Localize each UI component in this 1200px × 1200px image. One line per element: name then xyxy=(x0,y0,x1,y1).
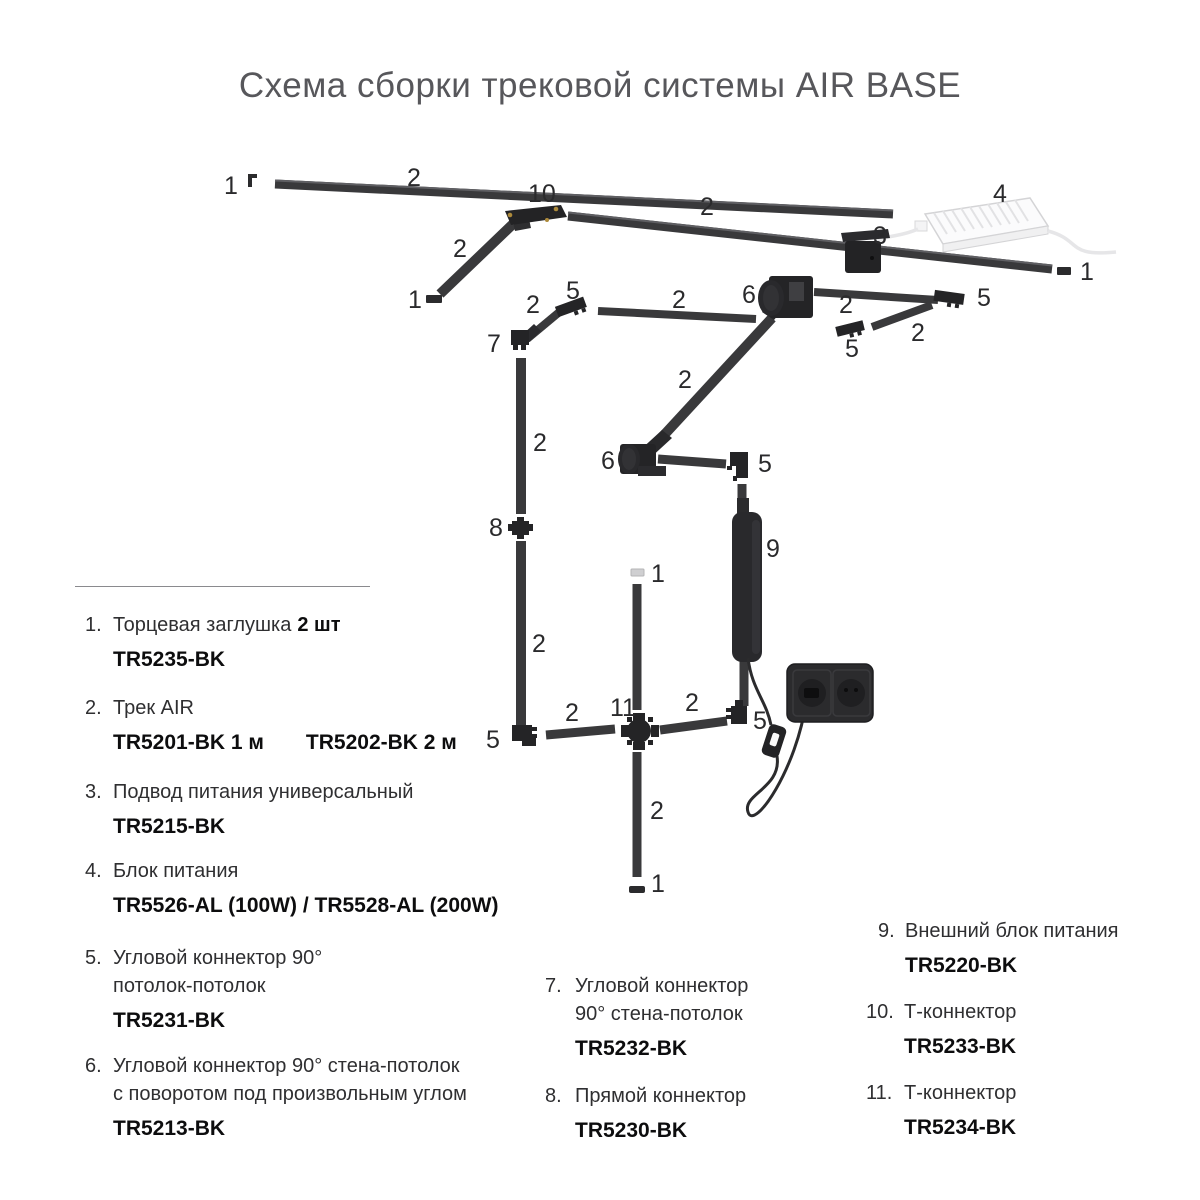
track-segments xyxy=(275,181,1052,878)
part-callout: 2 xyxy=(650,797,664,825)
item-code: TR5233-BK xyxy=(904,1035,1017,1058)
part-callout: 1 xyxy=(224,172,238,200)
item-name: Подвод питания универсальный xyxy=(113,781,414,803)
part-callout: 6 xyxy=(601,447,615,475)
item-code: TR5235-BK xyxy=(113,648,226,671)
item-number: 11. xyxy=(866,1082,893,1104)
item-code: TR5526-AL (100W) / TR5528-AL (200W) xyxy=(113,894,499,917)
part-callout: 5 xyxy=(566,277,580,305)
item-number: 3. xyxy=(85,781,102,803)
item-name: Внешний блок питания xyxy=(905,920,1119,942)
rotary-connector-lower-shape xyxy=(618,430,672,476)
item-number: 7. xyxy=(545,975,562,997)
item-name: Прямой коннектор xyxy=(575,1085,747,1107)
legend-item-8 xyxy=(545,1086,746,1141)
part-callout: 2 xyxy=(565,699,579,727)
item-code: TR5234-BK xyxy=(904,1116,1017,1139)
part-callout: 2 xyxy=(672,286,686,314)
part-callout: 1 xyxy=(1080,258,1094,286)
t-connector-10-shape xyxy=(505,205,567,231)
part-callout: 8 xyxy=(489,514,503,542)
item-name: Угловой коннектор 90° xyxy=(113,947,323,969)
item-name: Угловой коннектор xyxy=(575,975,749,997)
legend-item-10 xyxy=(866,1002,1016,1057)
item-name: Торцевая заглушка xyxy=(113,614,292,636)
page-title: Схема сборки трековой системы AIR BASE xyxy=(238,66,962,105)
part-callout: 7 xyxy=(487,330,501,358)
item-code: TR5230-BK xyxy=(575,1119,688,1142)
item-code: TR5231-BK xyxy=(113,1009,226,1032)
item-number: 2. xyxy=(85,697,102,719)
part-callout: 2 xyxy=(685,689,699,717)
item-code: TR5213-BK xyxy=(113,1117,226,1140)
item-name-2: с поворотом под произвольным углом xyxy=(113,1083,467,1105)
item-number: 10. xyxy=(866,1001,894,1023)
straight-connector-shape xyxy=(508,517,533,539)
legend-item-4 xyxy=(85,861,499,916)
part-callout: 5 xyxy=(977,284,991,312)
item-name: Т-коннектор xyxy=(904,1001,1017,1023)
part-callout: 2 xyxy=(407,164,421,192)
part-callout: 5 xyxy=(486,726,500,754)
wall-socket-shape xyxy=(787,664,873,722)
legend-item-1 xyxy=(85,615,341,670)
part-callout: 1 xyxy=(408,286,422,314)
item-number: 6. xyxy=(85,1055,102,1077)
legend-item-9 xyxy=(878,921,1119,976)
part-callout: 5 xyxy=(758,450,772,478)
part-callout: 1 xyxy=(651,870,665,898)
legend-item-6 xyxy=(85,1056,467,1139)
part-callout: 5 xyxy=(753,707,767,735)
item-code-2: TR5202-BK 2 м xyxy=(305,731,457,754)
item-code: TR5232-BK xyxy=(575,1037,688,1060)
item-number: 9. xyxy=(878,920,895,942)
item-code: TR5215-BK xyxy=(113,815,226,838)
item-number: 8. xyxy=(545,1085,562,1107)
external-psu-shape xyxy=(732,498,762,662)
legend-item-11 xyxy=(866,1083,1016,1138)
part-callout: 2 xyxy=(839,291,853,319)
item-name-2: потолок-потолок xyxy=(113,975,266,997)
part-callout: 2 xyxy=(678,366,692,394)
item-name: Блок питания xyxy=(113,860,239,882)
wall-ceiling-connector-shape xyxy=(511,324,541,350)
legend-divider xyxy=(75,586,370,587)
item-number: 4. xyxy=(85,860,102,882)
part-callout: 4 xyxy=(993,180,1007,208)
part-callout: 2 xyxy=(532,630,546,658)
part-callout: 3 xyxy=(873,222,887,250)
part-callout: 1 xyxy=(651,560,665,588)
item-number: 1. xyxy=(85,614,102,636)
legend-item-5 xyxy=(85,948,322,1031)
part-callout: 5 xyxy=(845,335,859,363)
item-name: Угловой коннектор 90° стена-потолок xyxy=(113,1055,460,1077)
item-name: Т-коннектор xyxy=(904,1082,1017,1104)
item-code: TR5201-BK 1 м xyxy=(113,731,264,754)
part-callout: 11 xyxy=(610,694,636,722)
part-callout: 10 xyxy=(528,180,556,208)
part-callout: 2 xyxy=(533,429,547,457)
part-callout: 9 xyxy=(766,535,780,563)
item-name: Трек AIR xyxy=(113,697,194,719)
part-callout: 2 xyxy=(453,235,467,263)
legend-item-2 xyxy=(85,698,457,753)
part-callout: 2 xyxy=(911,319,925,347)
rotary-connector-upper-shape xyxy=(758,276,813,320)
part-callout: 6 xyxy=(742,281,756,309)
part-callout: 2 xyxy=(526,291,540,319)
item-code: TR5220-BK xyxy=(905,954,1018,977)
legend-item-3 xyxy=(85,782,413,837)
part-callout: 2 xyxy=(700,193,714,221)
item-number: 5. xyxy=(85,947,102,969)
item-qty: 2 шт xyxy=(297,614,341,636)
legend-item-7 xyxy=(545,976,748,1059)
item-name-2: 90° стена-потолок xyxy=(575,1003,743,1025)
